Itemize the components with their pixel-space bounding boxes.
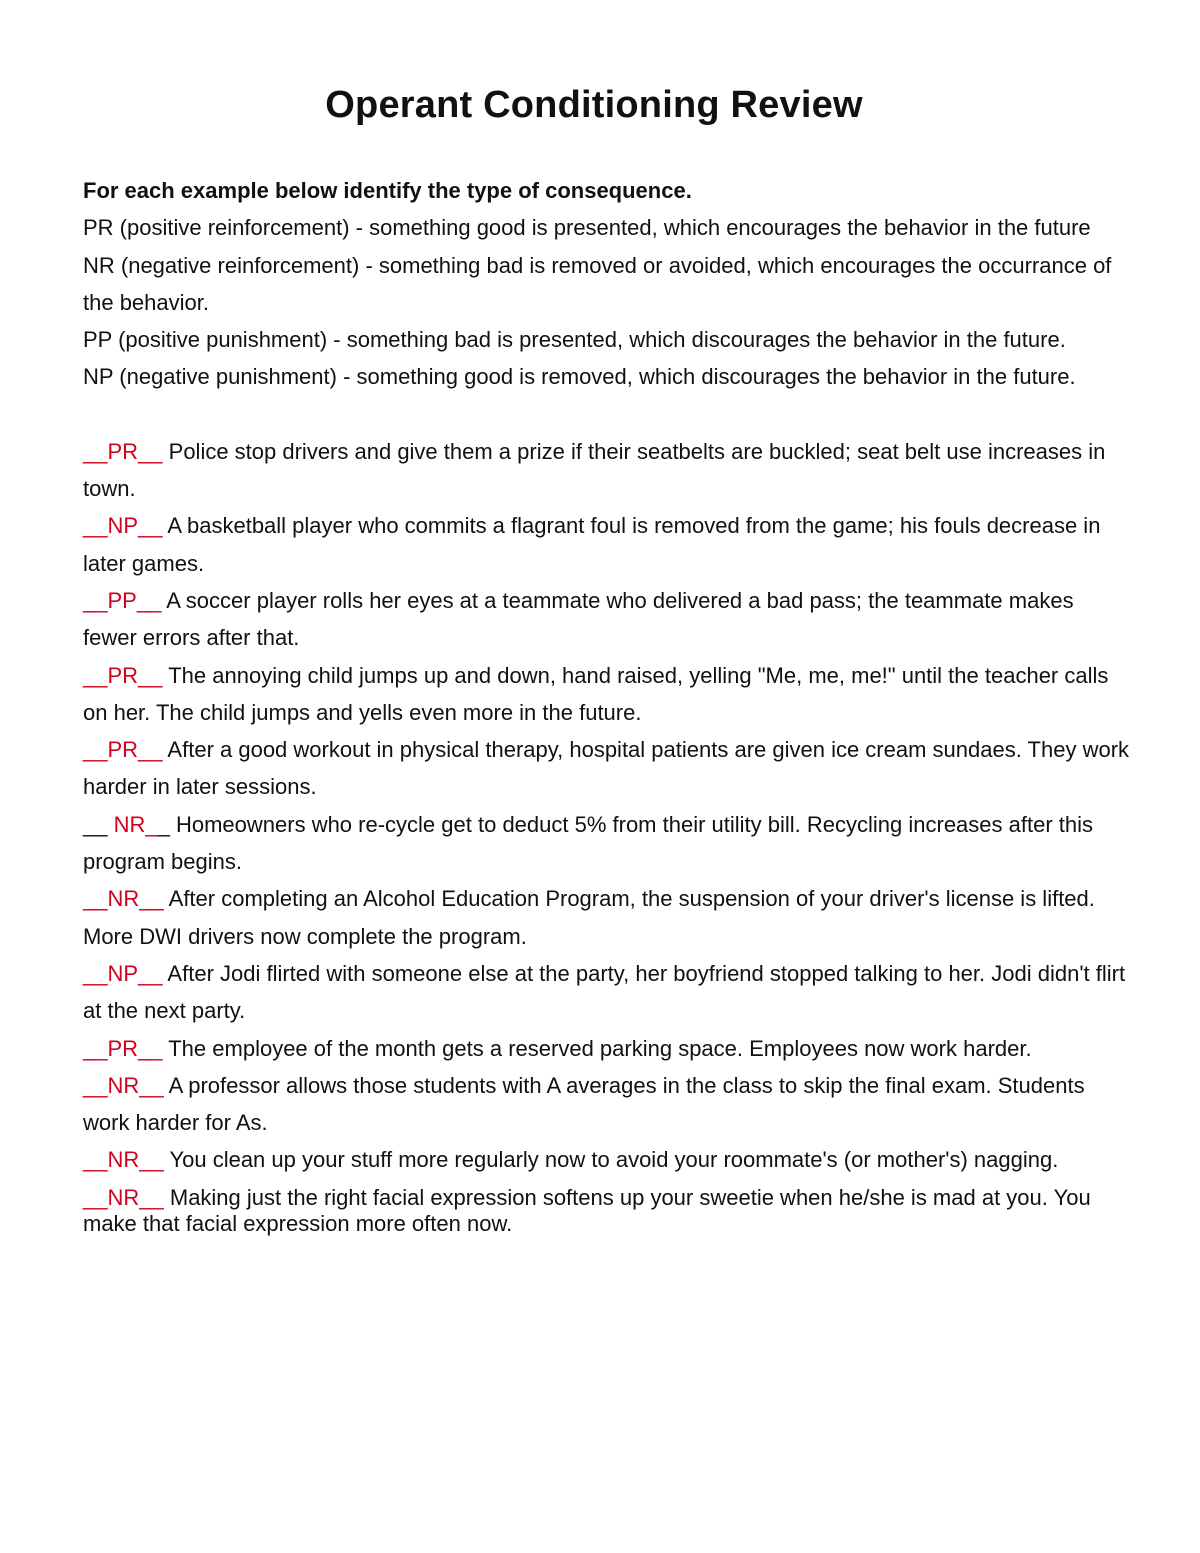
- answer-blank-suffix: __: [139, 1147, 164, 1173]
- answer-blank-prefix: __: [83, 587, 108, 613]
- answer-value: PP: [107, 587, 137, 613]
- example-text: Homeowners who re-cycle get to deduct 5% from their utility bill. Recycling increases after this program begins.: [83, 811, 1094, 875]
- answer-value: PR: [107, 1035, 139, 1061]
- example-item-3: [83, 582, 1133, 657]
- answer-blank-suffix: __: [138, 1035, 163, 1061]
- answer-blank-prefix: __: [83, 737, 108, 763]
- answer-blank-suffix: __: [138, 438, 163, 464]
- answer-blank-suffix: _: [157, 811, 170, 837]
- example-item-11: [83, 1141, 1133, 1178]
- answer-blank-prefix: __: [83, 1184, 108, 1210]
- answer-blank-suffix: __: [136, 587, 162, 613]
- answer-blank-prefix: __: [83, 1072, 108, 1098]
- example-text: After Jodi flirted with someone else at the party, her boyfriend stopped talking to her. Jodi didn't flirt at the next party.: [83, 960, 1126, 1024]
- answer-value: PR: [107, 662, 139, 688]
- example-text: After completing an Alcohol Education Program, the suspension of your driver's license is lifted. More DWI drivers now complete the program.: [83, 886, 1095, 949]
- example-text: After a good workout in physical therapy, hospital patients are given ice cream sundaes. They work harder in later sessions.: [83, 737, 1130, 800]
- answer-value: NR: [107, 1147, 140, 1173]
- example-text: The annoying child jumps up and down, hand raised, yelling "Me, me, me!" until the teacher calls on her. The child jumps and yells even more in the future.: [83, 662, 1109, 725]
- example-text: A professor allows those students with A averages in the class to skip the final exam. Students work harder for As.: [83, 1072, 1085, 1136]
- example-item-12: [83, 1185, 1133, 1237]
- example-item-1: [83, 433, 1133, 508]
- example-item-8: [83, 955, 1133, 1030]
- example-item-4: [83, 657, 1133, 732]
- answer-blank-suffix: __: [138, 662, 163, 688]
- example-item-6: [83, 806, 1133, 881]
- definition-pp: PP (positive punishment) - something bad is presented, which discourages the behavior in the future.: [83, 327, 1066, 353]
- example-item-2: [83, 507, 1133, 582]
- example-item-7: [83, 880, 1133, 955]
- answer-value: NP: [107, 513, 139, 539]
- answer-blank-prefix: __: [83, 1147, 108, 1173]
- answer-blank-prefix: __: [83, 438, 108, 464]
- page-title: Operant Conditioning Review: [325, 84, 863, 126]
- answer-value: NP: [107, 960, 139, 986]
- example-item-5: [83, 731, 1133, 806]
- example-text: Making just the right facial expression softens up your sweetie when he/she is mad at you. You make that facial expression more often now.: [83, 1184, 1091, 1236]
- example-item-9: [83, 1030, 1133, 1067]
- answer-blank-prefix: __: [83, 960, 108, 986]
- answer-blank-prefix: __: [83, 662, 108, 688]
- answer-value: PR: [107, 737, 139, 763]
- answer-blank-suffix: __: [138, 960, 163, 986]
- instruction-text: For each example below identify the type of consequence.: [83, 178, 692, 203]
- answer-blank-suffix: __: [139, 886, 164, 912]
- example-text: Police stop drivers and give them a prize if their seatbelts are buckled; seat belt use increases in town.: [83, 438, 1106, 502]
- answer-blank-suffix: __: [138, 513, 163, 539]
- answer-blank-suffix: __: [138, 737, 163, 763]
- answer-value: PR: [107, 438, 139, 464]
- answer-value: NR: [107, 1184, 140, 1210]
- answer-blank-suffix: __: [139, 1184, 164, 1210]
- example-item-10: [83, 1067, 1133, 1142]
- example-text: A soccer player rolls her eyes at a teammate who delivered a bad pass; the teammate makes fewer errors after that.: [83, 587, 1074, 651]
- answer-blank-prefix: __: [83, 1035, 108, 1061]
- answer-blank-prefix: __: [83, 886, 108, 912]
- answer-blank-suffix: __: [139, 1072, 164, 1098]
- answer-value: NR: [107, 886, 140, 912]
- answer-value: NR_: [113, 811, 158, 837]
- definition-pr: PR (positive reinforcement) - something good is presented, which encourages the behavior in the future: [83, 215, 1091, 241]
- example-text: You clean up your stuff more regularly now to avoid your roommate's (or mother's) nagging.: [163, 1147, 1059, 1173]
- definition-np: NP (negative punishment) - something good is removed, which discourages the behavior in the future.: [83, 364, 1076, 390]
- document-body: [83, 172, 1133, 1237]
- example-text: A basketball player who commits a flagrant foul is removed from the game; his fouls decrease in later games.: [83, 513, 1101, 576]
- answer-blank-prefix: __: [83, 513, 108, 539]
- definition-nr: NR (negative reinforcement) - something bad is removed or avoided, which encourages the occurrance of the behavior.: [83, 252, 1112, 315]
- answer-value: NR: [107, 1072, 140, 1098]
- section-spacer: [83, 396, 1133, 433]
- example-text: The employee of the month gets a reserved parking space. Employees now work harder.: [162, 1035, 1032, 1061]
- answer-blank-prefix: __: [83, 811, 114, 837]
